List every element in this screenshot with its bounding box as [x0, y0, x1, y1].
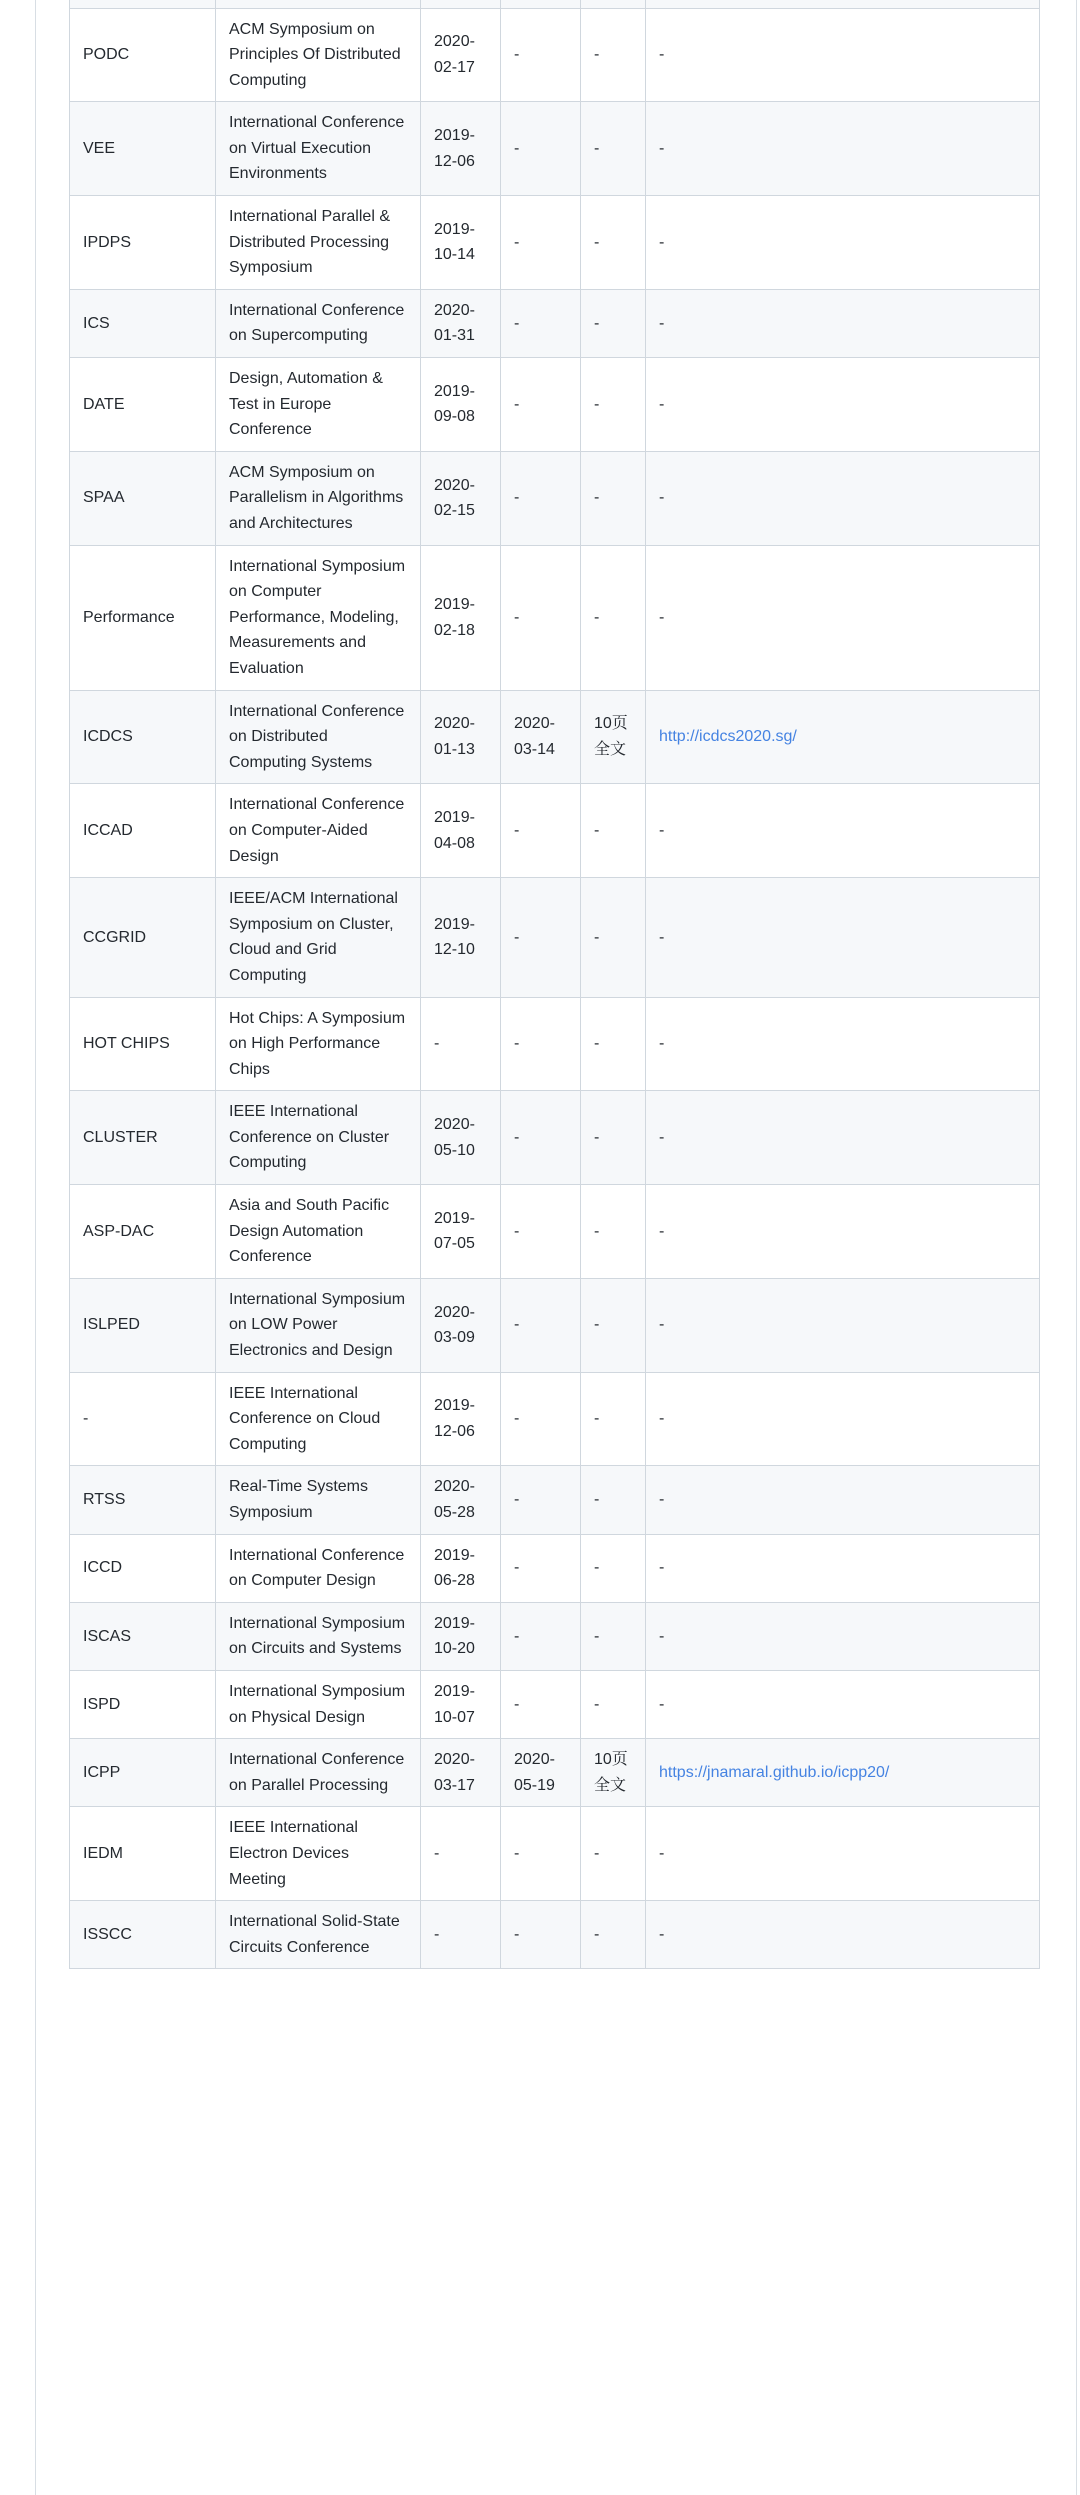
- conference-row: [70, 1807, 1040, 1901]
- cell-pages-note: -: [581, 784, 646, 878]
- cell-full-name: International Symposium on Computer Performance, Modeling, Measurements and Evaluation: [216, 545, 421, 690]
- cell-submission-date: 2019-12-10: [421, 878, 501, 997]
- readme-container: [35, 0, 1077, 2495]
- cell-full-name: Real-Time Systems Symposium: [216, 1466, 421, 1534]
- cell-submission-date: 2020-01-13: [421, 690, 501, 784]
- cell-submission-date: 2020-02-15: [421, 451, 501, 545]
- cell-website: -: [646, 451, 1040, 545]
- cell-submission-date: 2020-02-17: [421, 8, 501, 102]
- cell-notification-date: -: [501, 1670, 581, 1738]
- conference-deadlines-table: [69, 0, 1040, 1969]
- conference-table-body: [70, 0, 1040, 1969]
- cell-pages-note: -: [581, 1901, 646, 1969]
- cell-notification-date: 2020-05-19: [501, 1739, 581, 1807]
- conference-row: [70, 451, 1040, 545]
- conference-row: [70, 358, 1040, 452]
- cell-submission-date: 2020-03-09: [421, 1278, 501, 1372]
- conference-row: [70, 1278, 1040, 1372]
- cell-submission-date: 2019-12-06: [421, 1372, 501, 1466]
- cell-pages-note: -: [581, 1602, 646, 1670]
- cell-abbreviation: -: [70, 1372, 216, 1466]
- conference-row: [70, 1185, 1040, 1279]
- conference-row: [70, 8, 1040, 102]
- cell-pages-note: -: [581, 1278, 646, 1372]
- cell-full-name: International Symposium on Circuits and Systems: [216, 1602, 421, 1670]
- cell-full-name: International Parallel & Distributed Processing Symposium: [216, 196, 421, 290]
- cell-notification-date: -: [501, 1901, 581, 1969]
- cell-full-name: Asia and South Pacific Design Automation Conference: [216, 1185, 421, 1279]
- cell-abbreviation: IPDPS: [70, 196, 216, 290]
- cell-pages-note: -: [581, 196, 646, 290]
- conference-row: [70, 102, 1040, 196]
- cell-submission-date: 2019-10-07: [421, 1670, 501, 1738]
- conference-site-link[interactable]: http://icdcs2020.sg/: [659, 728, 797, 746]
- cell-submission-date: 2020-03-17: [421, 1739, 501, 1807]
- cell-website: -: [646, 997, 1040, 1091]
- cell-website: -: [646, 358, 1040, 452]
- cell-pages-note: -: [581, 358, 646, 452]
- cell-pages-note: -: [581, 997, 646, 1091]
- cell-notification-date: -: [501, 358, 581, 452]
- cell-submission-date: 2019-10-20: [421, 1602, 501, 1670]
- cell-full-name: International Solid-State Circuits Conference: [216, 1901, 421, 1969]
- cell-notification-date: -: [501, 545, 581, 690]
- cell-pages-note: 10页全文: [581, 1739, 646, 1807]
- conference-row: [70, 1739, 1040, 1807]
- cell-website: -: [646, 784, 1040, 878]
- cell-notification-date: -: [501, 878, 581, 997]
- cell-abbreviation: ISCAS: [70, 1602, 216, 1670]
- cell-abbreviation: ASP-DAC: [70, 1185, 216, 1279]
- conference-row: [70, 878, 1040, 997]
- cell-abbreviation: ISLPED: [70, 1278, 216, 1372]
- cell-pages-note: -: [581, 1466, 646, 1534]
- cell-pages-note: -: [581, 1807, 646, 1901]
- cell-full-name: International Conference on Computer-Aided Design: [216, 784, 421, 878]
- cell-pages-note: -: [581, 1185, 646, 1279]
- cell-abbreviation: Performance: [70, 545, 216, 690]
- cell-website: -: [646, 196, 1040, 290]
- cell-notification-date: -: [501, 1185, 581, 1279]
- cell-notification-date: -: [501, 1807, 581, 1901]
- cell-abbreviation: ICCD: [70, 1534, 216, 1602]
- cell-notification-date: -: [501, 1466, 581, 1534]
- conference-row: [70, 690, 1040, 784]
- cell-notification-date: -: [501, 102, 581, 196]
- cell-abbreviation: SPAA: [70, 451, 216, 545]
- cell-pages-note: -: [581, 1091, 646, 1185]
- cell-submission-date: -: [421, 1901, 501, 1969]
- cell-abbreviation: ICCAD: [70, 784, 216, 878]
- cell-website: -: [646, 8, 1040, 102]
- cell-notification-date: -: [501, 784, 581, 878]
- cell-full-name: IEEE International Conference on Cloud Computing: [216, 1372, 421, 1466]
- cell-pages-note: -: [581, 289, 646, 357]
- partial-cell: [421, 0, 501, 8]
- cell-notification-date: -: [501, 1372, 581, 1466]
- cell-submission-date: 2019-06-28: [421, 1534, 501, 1602]
- cell-notification-date: -: [501, 997, 581, 1091]
- conference-row: [70, 1534, 1040, 1602]
- partial-cell: [646, 0, 1040, 8]
- cell-full-name: ACM Symposium on Parallelism in Algorithms and Architectures: [216, 451, 421, 545]
- cell-pages-note: -: [581, 8, 646, 102]
- cell-abbreviation: VEE: [70, 102, 216, 196]
- cell-full-name: Hot Chips: A Symposium on High Performance Chips: [216, 997, 421, 1091]
- cell-notification-date: -: [501, 1602, 581, 1670]
- cell-submission-date: 2019-04-08: [421, 784, 501, 878]
- cell-full-name: International Conference on Supercomputing: [216, 289, 421, 357]
- cell-website: -: [646, 878, 1040, 997]
- cell-full-name: IEEE/ACM International Symposium on Cluster, Cloud and Grid Computing: [216, 878, 421, 997]
- cell-notification-date: -: [501, 1534, 581, 1602]
- cell-notification-date: -: [501, 196, 581, 290]
- cell-notification-date: -: [501, 289, 581, 357]
- cell-abbreviation: ICPP: [70, 1739, 216, 1807]
- cell-submission-date: -: [421, 1807, 501, 1901]
- conference-row: [70, 1091, 1040, 1185]
- conference-site-link[interactable]: https://jnamaral.github.io/icpp20/: [659, 1763, 890, 1781]
- cell-full-name: International Conference on Parallel Processing: [216, 1739, 421, 1807]
- cell-notification-date: -: [501, 1278, 581, 1372]
- cell-submission-date: 2020-01-31: [421, 289, 501, 357]
- partial-cell: [216, 0, 421, 8]
- cell-website: -: [646, 1901, 1040, 1969]
- cell-full-name: International Conference on Computer Design: [216, 1534, 421, 1602]
- cell-submission-date: -: [421, 997, 501, 1091]
- cell-pages-note: 10页全文: [581, 690, 646, 784]
- cell-abbreviation: RTSS: [70, 1466, 216, 1534]
- cell-abbreviation: PODC: [70, 8, 216, 102]
- cell-website: -: [646, 102, 1040, 196]
- conference-row: [70, 1372, 1040, 1466]
- cell-abbreviation: ISSCC: [70, 1901, 216, 1969]
- cell-submission-date: 2019-07-05: [421, 1185, 501, 1279]
- cell-website: -: [646, 1807, 1040, 1901]
- cell-abbreviation: ISPD: [70, 1670, 216, 1738]
- cell-website: -: [646, 545, 1040, 690]
- cell-submission-date: 2020-05-28: [421, 1466, 501, 1534]
- cell-full-name: IEEE International Electron Devices Meeting: [216, 1807, 421, 1901]
- cell-website: -: [646, 1534, 1040, 1602]
- cell-abbreviation: CLUSTER: [70, 1091, 216, 1185]
- conference-row: [70, 545, 1040, 690]
- cell-pages-note: -: [581, 451, 646, 545]
- partial-row: [70, 0, 1040, 8]
- cell-pages-note: -: [581, 878, 646, 997]
- cell-full-name: Design, Automation & Test in Europe Conference: [216, 358, 421, 452]
- cell-website: -: [646, 1372, 1040, 1466]
- cell-notification-date: 2020-03-14: [501, 690, 581, 784]
- cell-notification-date: -: [501, 1091, 581, 1185]
- conference-row: [70, 997, 1040, 1091]
- cell-full-name: International Symposium on Physical Design: [216, 1670, 421, 1738]
- partial-cell: [581, 0, 646, 8]
- cell-submission-date: 2020-05-10: [421, 1091, 501, 1185]
- cell-website: -: [646, 1670, 1040, 1738]
- cell-full-name: ACM Symposium on Principles Of Distributed Computing: [216, 8, 421, 102]
- cell-abbreviation: CCGRID: [70, 878, 216, 997]
- cell-pages-note: -: [581, 1372, 646, 1466]
- cell-website: [646, 1739, 1040, 1807]
- cell-full-name: International Conference on Virtual Execution Environments: [216, 102, 421, 196]
- cell-pages-note: -: [581, 545, 646, 690]
- cell-website: -: [646, 1278, 1040, 1372]
- cell-pages-note: -: [581, 1534, 646, 1602]
- conference-row: [70, 1670, 1040, 1738]
- cell-website: -: [646, 1091, 1040, 1185]
- conference-row: [70, 784, 1040, 878]
- cell-submission-date: 2019-02-18: [421, 545, 501, 690]
- cell-pages-note: -: [581, 102, 646, 196]
- conference-row: [70, 1901, 1040, 1969]
- conference-row: [70, 1602, 1040, 1670]
- cell-abbreviation: ICS: [70, 289, 216, 357]
- partial-cell: [501, 0, 581, 8]
- cell-website: -: [646, 289, 1040, 357]
- cell-submission-date: 2019-10-14: [421, 196, 501, 290]
- cell-website: -: [646, 1185, 1040, 1279]
- cell-abbreviation: IEDM: [70, 1807, 216, 1901]
- cell-notification-date: -: [501, 451, 581, 545]
- cell-pages-note: -: [581, 1670, 646, 1738]
- conference-row: [70, 1466, 1040, 1534]
- cell-submission-date: 2019-09-08: [421, 358, 501, 452]
- cell-abbreviation: DATE: [70, 358, 216, 452]
- cell-submission-date: 2019-12-06: [421, 102, 501, 196]
- conference-row: [70, 196, 1040, 290]
- conference-row: [70, 289, 1040, 357]
- cell-website: [646, 690, 1040, 784]
- cell-full-name: International Symposium on LOW Power Electronics and Design: [216, 1278, 421, 1372]
- partial-cell: [70, 0, 216, 8]
- cell-notification-date: -: [501, 8, 581, 102]
- cell-website: -: [646, 1466, 1040, 1534]
- cell-website: -: [646, 1602, 1040, 1670]
- cell-abbreviation: ICDCS: [70, 690, 216, 784]
- cell-full-name: IEEE International Conference on Cluster Computing: [216, 1091, 421, 1185]
- cell-abbreviation: HOT CHIPS: [70, 997, 216, 1091]
- cell-full-name: International Conference on Distributed Computing Systems: [216, 690, 421, 784]
